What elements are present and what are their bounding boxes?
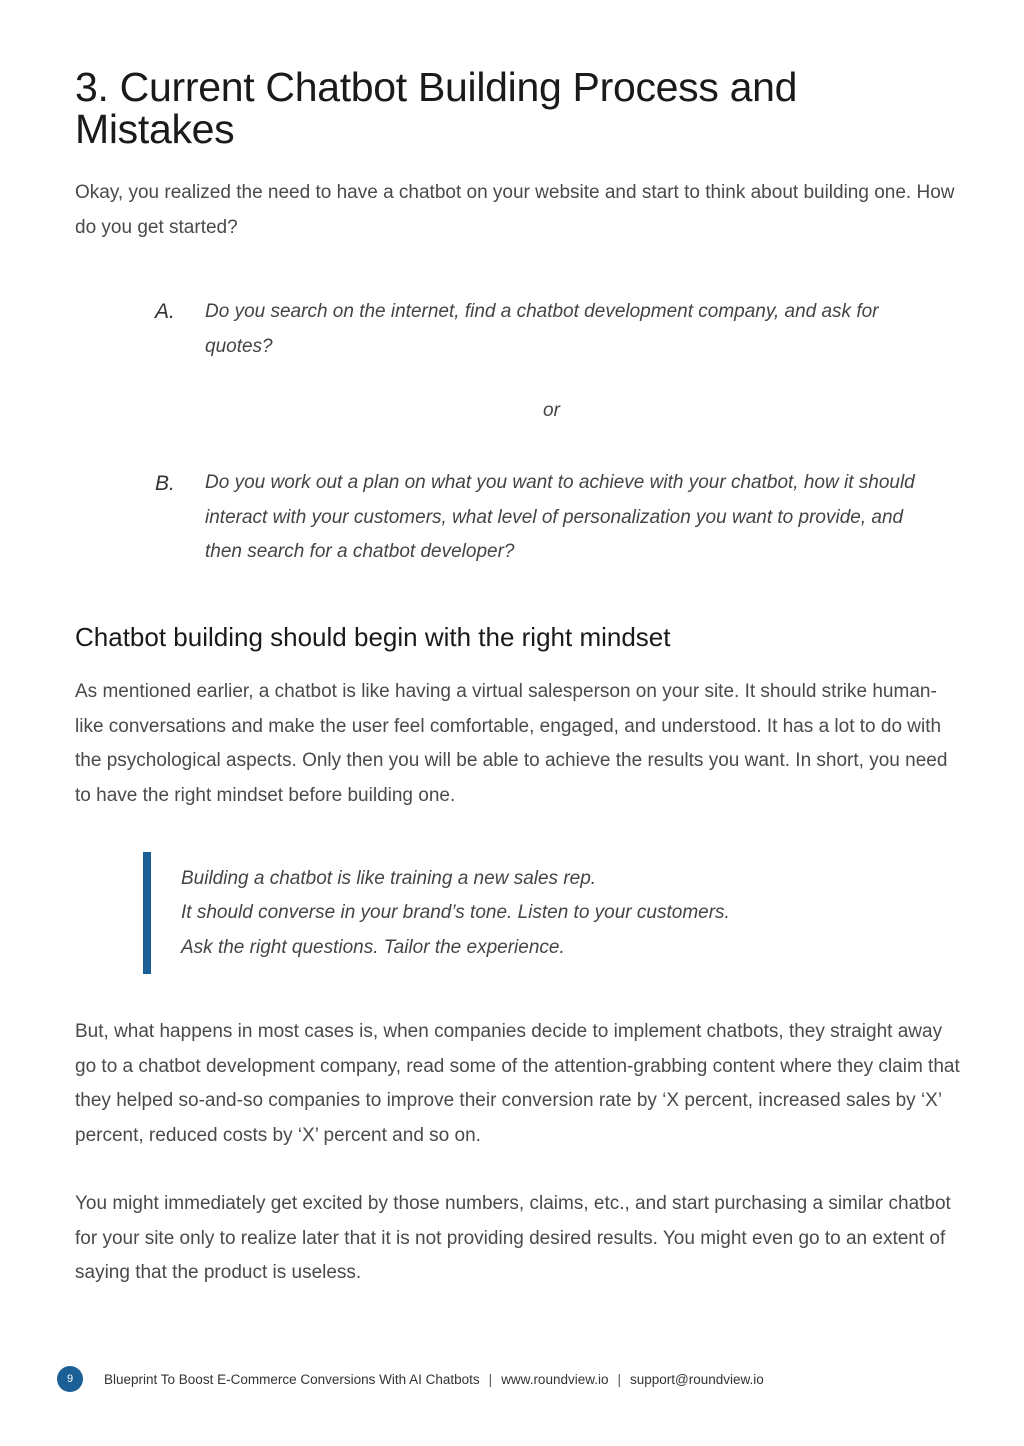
- option-a-letter: A.: [155, 300, 175, 323]
- quote-line: It should converse in your brand’s tone. Listen to your customers.: [181, 902, 730, 924]
- footer-title: Blueprint To Boost E-Commerce Conversions With AI Chatbots: [104, 1371, 480, 1387]
- intro-paragraph: Okay, you realized the need to have a chatbot on your website and start to think about building one. How do you get started?: [75, 182, 955, 238]
- footer-email-link[interactable]: support@roundview.io: [630, 1371, 764, 1387]
- option-b-text: Do you work out a plan on what you want to achieve with your chatbot, how it should interact with your customers, what level of personalization you want to provide, and then search for a chatbot developer?: [205, 472, 915, 562]
- option-b-letter: B.: [155, 472, 175, 495]
- page-footer: [57, 1366, 957, 1392]
- or-separator: or: [543, 400, 560, 421]
- quote-line: Ask the right questions. Tailor the experience.: [181, 936, 565, 958]
- footer-separator: |: [488, 1371, 493, 1387]
- quote-accent-bar: [143, 852, 151, 974]
- footer-text: [104, 1372, 764, 1387]
- footer-separator: |: [617, 1371, 622, 1387]
- option-a-text: Do you search on the internet, find a chatbot development company, and ask for quotes?: [205, 301, 879, 357]
- page-number-badge: 9: [57, 1366, 83, 1392]
- footer-website-link[interactable]: www.roundview.io: [501, 1371, 609, 1387]
- mistakes-paragraph: But, what happens in most cases is, when companies decide to implement chatbots, they straight away go to a chatbot development company, read some of the attention-grabbing content where they claim that they helped so-and-so companies to improve their conversion rate by ‘X percent, increased sales by ‘X’ percent, reduced costs by ‘X’ percent and so on.: [75, 1021, 960, 1146]
- page-title: 3. Current Chatbot Building Process and Mistakes: [75, 64, 798, 152]
- quote-line: Building a chatbot is like training a new sales rep.: [181, 868, 597, 889]
- section-subheading: Chatbot building should begin with the right mindset: [75, 622, 671, 652]
- mindset-paragraph: As mentioned earlier, a chatbot is like having a virtual salesperson on your site. It should strike human-like conversations and make the user feel comfortable, engaged, and understood. It has a lot to do with the psychological aspects. Only then you will be able to achieve the results you want. In short, you need to have the right mindset before building one.: [75, 681, 948, 806]
- pull-quote: [181, 862, 881, 965]
- excitement-paragraph: You might immediately get excited by those numbers, claims, etc., and start purchasing a similar chatbot for your site only to realize later that it is not providing desired results. You might even go to an extent of saying that the product is useless.: [75, 1193, 951, 1283]
